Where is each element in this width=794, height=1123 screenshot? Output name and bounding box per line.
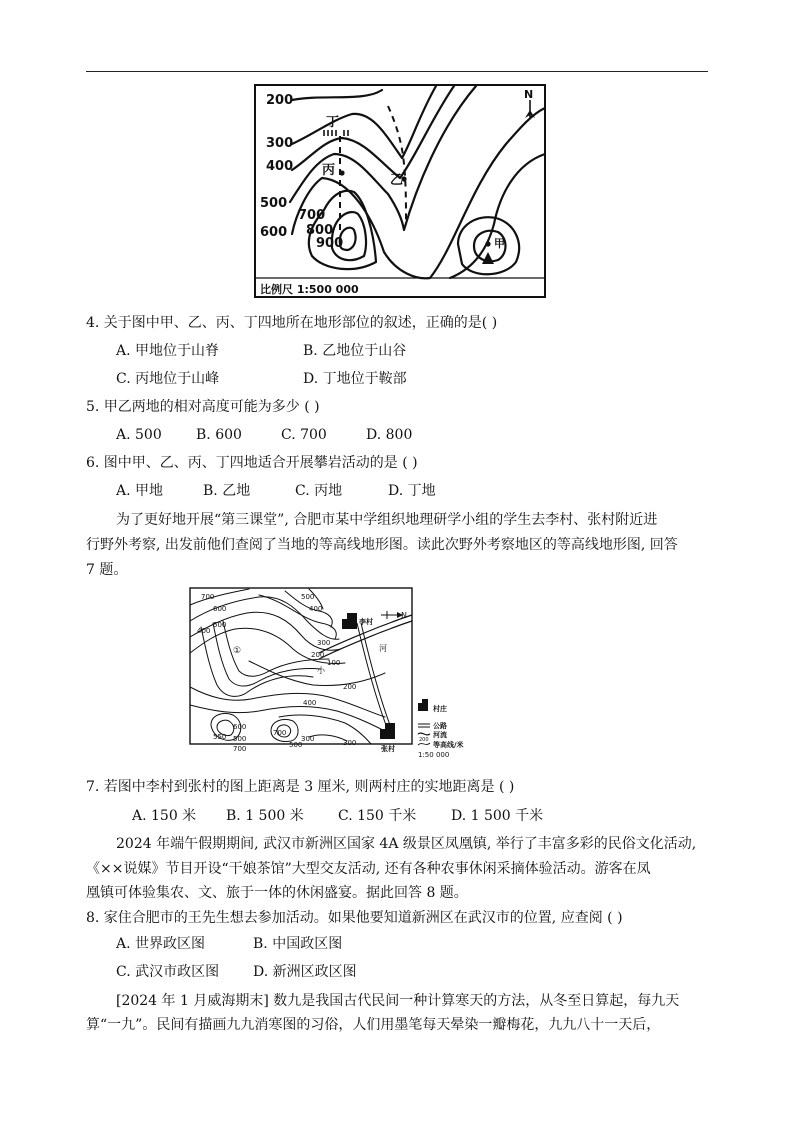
q5-stem: 5. 甲乙两地的相对高度可能为多少 ( ) [86, 399, 320, 415]
map2-scale: 1:50 000 [418, 751, 450, 759]
map2-label-700c: 700 [273, 729, 287, 737]
q6-option-c: C. 丙地 [295, 483, 343, 499]
legend-contour-value: 200 [419, 737, 429, 743]
q5-option-c: C. 700 [281, 427, 327, 443]
map2-label-500a: 500 [213, 621, 227, 629]
map2-label-500d: 500 [289, 741, 303, 749]
map2-label-400a: 400 [197, 627, 211, 635]
q7-stem: 7. 若图中李村到张村的图上距离是 3 厘米, 则两村庄的实地距离是 ( ) [86, 779, 515, 795]
map2-label-600a: 600 [213, 605, 227, 613]
map2-label-200a: 200 [311, 651, 325, 659]
map2-licun-label: 李村 [359, 618, 373, 626]
map1-label-bing: 丙 [322, 163, 336, 178]
intro7-line3: 7 题。 [86, 562, 128, 578]
map2-label-300c: 300 [301, 735, 315, 743]
legend-village: 村庄 [433, 705, 447, 713]
map1-label-jia: 甲 [494, 237, 505, 250]
q5-option-b: B. 600 [196, 427, 242, 443]
intro7-line1: 为了更好地开展“第三课堂”, 合肥市某中学组织地理研学小组的学生去李村、张村附近进 [116, 512, 658, 528]
map2-label-300a: 300 [317, 639, 331, 647]
map2-label-600b: 600 [233, 723, 247, 731]
map1-label-900: 900 [316, 236, 344, 251]
intro9-line2: 算“一九”。民间有描画九九消寒图的习俗，人们用墨笔每天晕染一瓣梅花，九九八十一天后， [86, 1017, 661, 1033]
map1-label-ding: 丁 [326, 115, 340, 130]
map2-label-700a: 700 [201, 593, 215, 601]
map1-scale: 比例尺 1:500 000 [260, 283, 359, 296]
map2-label-400c: 400 [303, 699, 317, 707]
q5-option-d: D. 800 [366, 427, 413, 443]
legend-road: 公路 [433, 722, 447, 730]
header-rule [86, 71, 708, 72]
map2-north-label: N [401, 611, 407, 620]
map2-label-200b: 200 [343, 683, 357, 691]
map1-label-200: 200 [266, 93, 294, 108]
q4-option-d: D. 丁地位于鞍部 [303, 371, 407, 387]
map2-river-label: 河 [379, 644, 387, 653]
q6-option-a: A. 甲地 [116, 483, 164, 499]
q6-option-b: B. 乙地 [203, 483, 251, 499]
q7-option-a: A. 150 米 [132, 808, 197, 824]
map2-zhangcun-label: 张村 [381, 745, 395, 753]
map1-label-700: 700 [298, 208, 326, 223]
q7-option-d: D. 1 500 千米 [451, 808, 544, 824]
intro9-line1: [2024 年 1 月威海期末] 数九是我国古代民间一种计算寒天的方法，从冬至日算起，每九天 [116, 993, 680, 1009]
q7-option-b: B. 1 500 米 [226, 808, 304, 824]
intro7-line2: 行野外考察, 出发前他们查阅了当地的等高线地形图。读此次野外考察地区的等高线地形图, 回答 [86, 537, 678, 553]
intro8-line1: 2024 年端午假期期间, 武汉市新洲区国家 4A 级景区凤凰镇, 举行了丰富多彩的民俗文化活动, [116, 836, 697, 852]
q8-stem: 8. 家住合肥市的王先生想去参加活动。如果他要知道新洲区在武汉市的位置, 应查阅 ( ) [86, 910, 623, 926]
map2-label-500c: 500 [233, 735, 247, 743]
map1-label-400: 400 [266, 159, 294, 174]
q6-stem: 6. 图中甲、乙、丙、丁四地适合开展攀岩活动的是 ( ) [86, 455, 418, 471]
contour-map-2 [189, 587, 473, 759]
q8-option-c: C. 武汉市政区图 [116, 964, 220, 980]
intro8-line2: 《××说媒》节目开设“干娘茶馆”大型交友活动, 还有各种农事休闲采摘体验活动。游客在凤 [86, 861, 651, 877]
map2-label-400b: 400 [309, 605, 323, 613]
q7-option-c: C. 150 千米 [338, 808, 417, 824]
q4-option-a: A. 甲地位于山脊 [116, 343, 220, 359]
map1-north-label: N [524, 88, 534, 101]
legend-river: 河流 [433, 731, 447, 739]
map2-label-100: 100 [327, 659, 341, 667]
map2-label-700b: 700 [233, 745, 247, 753]
map1-label-600: 600 [260, 225, 288, 240]
intro8-line3: 凰镇可体验集农、文、旅于一体的休闲盛宴。据此回答 8 题。 [86, 885, 468, 901]
map1-label-yi: 乙 [390, 173, 404, 188]
q5-option-a: A. 500 [116, 427, 162, 443]
map2-label-500b: 500 [301, 593, 315, 601]
map2-label-550: 550 [213, 733, 227, 741]
map2-marker-1: ① [233, 646, 242, 656]
q8-option-b: B. 中国政区图 [253, 936, 343, 952]
map2-label-300b: 300 [343, 739, 357, 747]
q4-option-b: B. 乙地位于山谷 [303, 343, 407, 359]
map1-label-500: 500 [260, 196, 288, 211]
q8-option-a: A. 世界政区图 [116, 936, 206, 952]
map1-label-300: 300 [266, 136, 294, 151]
q4-option-c: C. 丙地位于山峰 [116, 371, 220, 387]
q6-option-d: D. 丁地 [388, 483, 436, 499]
q4-stem: 4. 关于图中甲、乙、丙、丁四地所在地形部位的叙述，正确的是( ) [86, 315, 498, 331]
map2-small-label: 小 [317, 666, 325, 675]
q8-option-d: D. 新洲区政区图 [253, 964, 357, 980]
map1-label-800: 800 [306, 223, 334, 238]
legend-contour: 等高线/米 [433, 741, 464, 749]
contour-map-1 [254, 84, 546, 298]
